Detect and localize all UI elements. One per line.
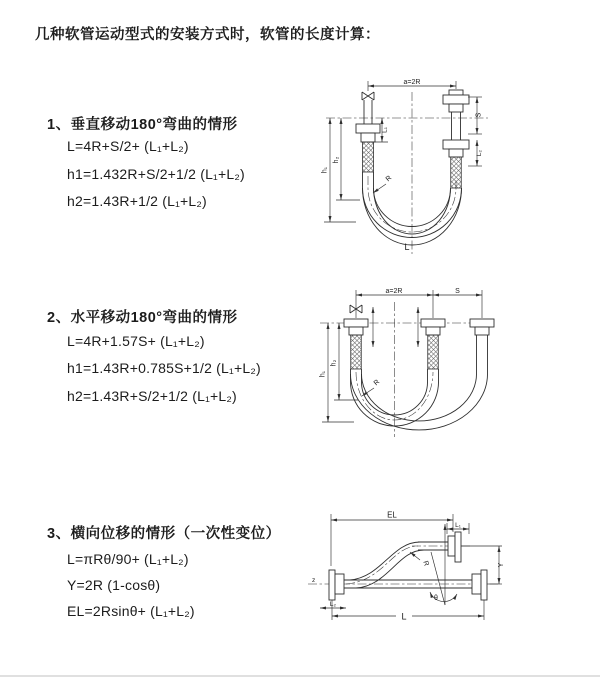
dim-label-s: S xyxy=(455,288,460,295)
dim-label-l1: L₁ xyxy=(455,522,461,529)
dim-a2r xyxy=(356,290,482,318)
hose-end-fitting-right xyxy=(470,319,494,374)
radius-leader xyxy=(373,184,386,193)
dim-label-l: L xyxy=(404,242,410,252)
dim-label-theta: θ xyxy=(434,595,438,602)
formula-line: h2=1.43R+1/2 (L₁+L₂) xyxy=(67,193,207,209)
dim-label-a2r: a=2R xyxy=(385,288,403,295)
dim-label-s: S xyxy=(475,112,483,118)
diagram-lateral-displacement xyxy=(300,508,585,653)
dim-label-h1: h₁ xyxy=(319,370,327,378)
hose-s-curve xyxy=(350,542,424,588)
pipe-displaced-position xyxy=(418,532,461,562)
diagram-horizontal-180-bend xyxy=(312,282,567,447)
dim-l xyxy=(329,600,484,620)
formula-line: L=πRθ/90+ (L₁+L₂) xyxy=(67,551,189,567)
formula-line: EL=2Rsinθ+ (L₁+L₂) xyxy=(67,603,195,619)
page-title: 几种软管运动型式的安装方式时，软管的长度计算： xyxy=(35,27,380,43)
hose-end-fitting-right xyxy=(443,90,469,188)
dim-label-l1: L₁ xyxy=(381,127,389,133)
dim-label-l2: L₂ xyxy=(329,601,337,608)
dim-label-y: Y xyxy=(498,562,505,568)
radius-leader xyxy=(362,388,374,396)
formula-line: L=4R+S/2+ (L₁+L₂) xyxy=(67,138,189,154)
dim-label-r: R xyxy=(384,174,394,184)
centerline-mark-z: z xyxy=(312,577,316,584)
hose-centerline xyxy=(346,546,418,584)
formula-line: L=4R+1.57S+ (L₁+L₂) xyxy=(67,333,205,349)
dim-label-h2: h₂ xyxy=(330,359,338,367)
flange-left xyxy=(329,570,344,600)
valve-icon xyxy=(362,92,374,100)
section-2-heading: 2、水平移动180°弯曲的情形 xyxy=(47,310,238,326)
dim-label-h1: h₁ xyxy=(321,166,329,174)
diagram-vertical-180-bend xyxy=(310,76,565,261)
radius-leader xyxy=(410,552,420,560)
hose-u-bend xyxy=(351,374,488,430)
dim-h1 xyxy=(321,118,356,222)
dim-label-r: R xyxy=(372,378,382,388)
hose-end-fitting-left xyxy=(356,100,380,172)
dim-label-l2: L₂ xyxy=(476,149,483,157)
pipe-original-position xyxy=(344,570,487,600)
dim-label-a2r: a=2R xyxy=(403,79,421,86)
dim-label-el: EL xyxy=(387,510,397,520)
dim-h1 xyxy=(319,323,354,422)
formula-line: h2=1.43R+S/2+1/2 (L₁+L₂) xyxy=(67,388,237,404)
formula-line: Y=2R (1-cosθ) xyxy=(67,577,161,593)
section-1-heading: 1、垂直移动180°弯曲的情形 xyxy=(47,117,238,133)
dim-label-h2: h₂ xyxy=(333,156,340,164)
section-3-heading: 3、横向位移的情形（一次性变位） xyxy=(47,526,281,542)
dim-label-l: L xyxy=(401,611,407,622)
dim-el xyxy=(331,514,453,566)
formula-line: h1=1.43R+0.785S+1/2 (L₁+L₂) xyxy=(67,360,261,376)
dim-label-r: R xyxy=(421,560,430,568)
formula-line: h1=1.432R+S/2+1/2 (L₁+L₂) xyxy=(67,166,245,182)
